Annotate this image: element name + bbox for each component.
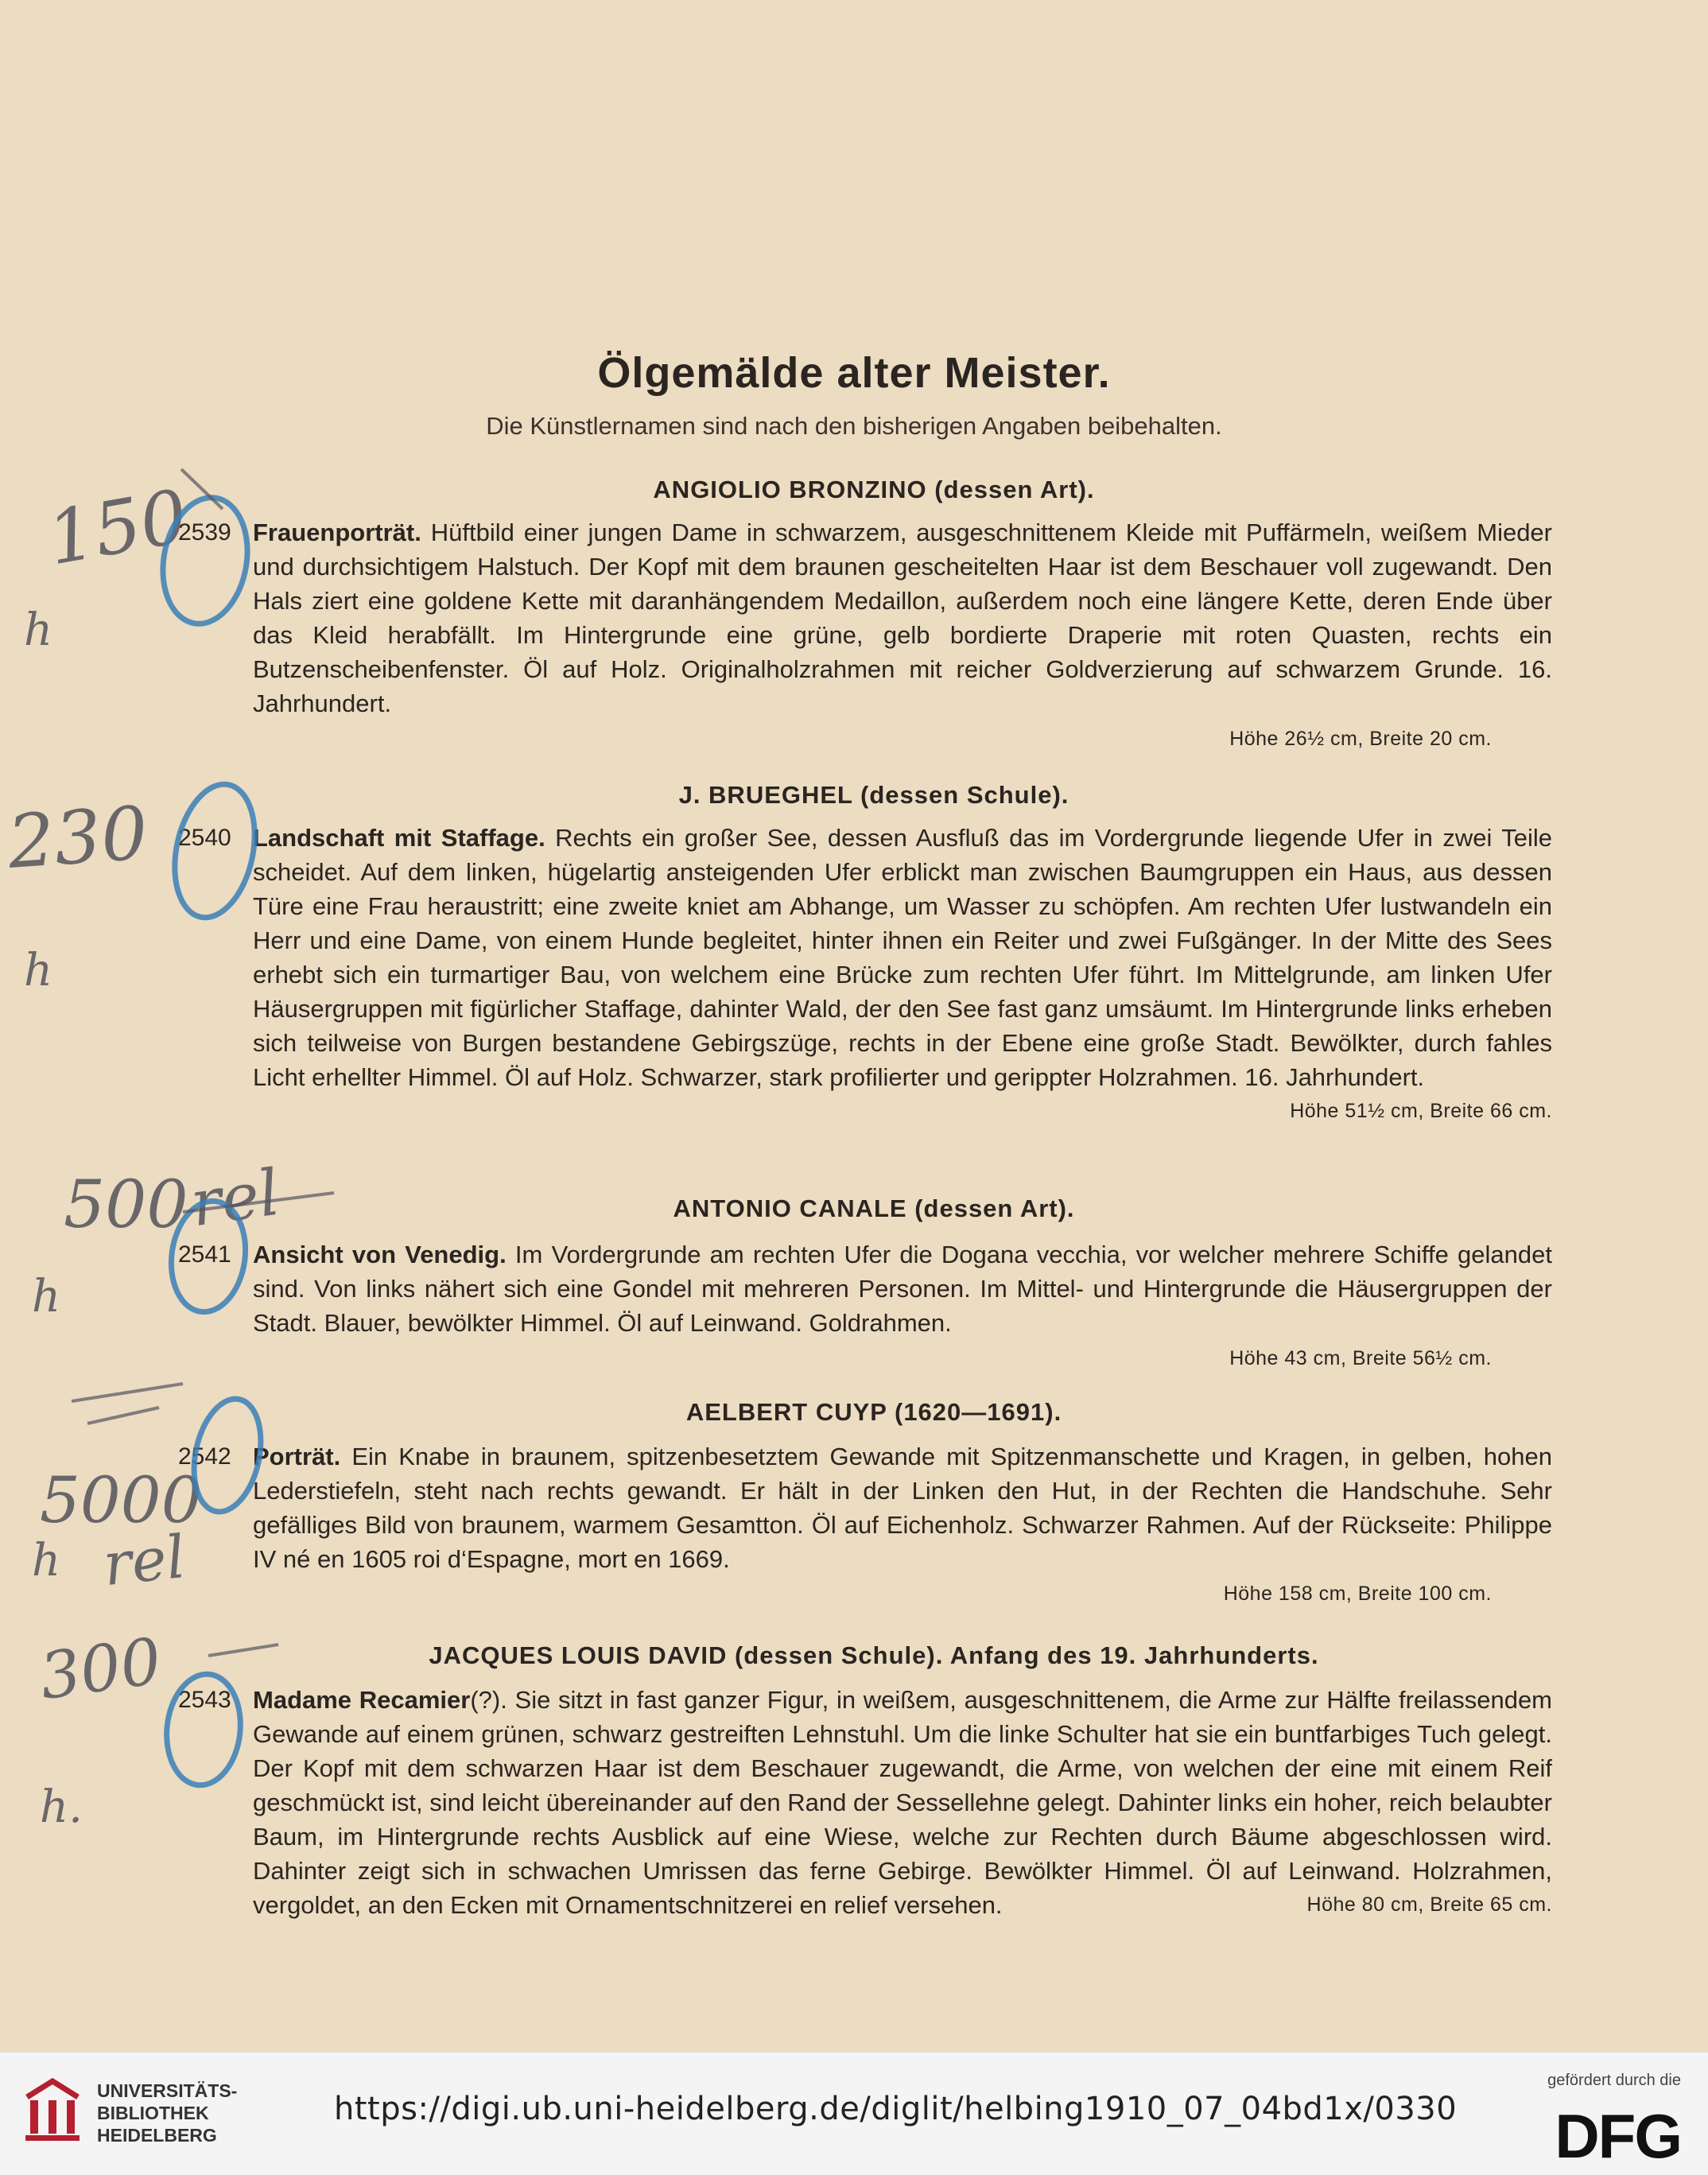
handwritten-price: 300 [35, 1623, 166, 1715]
blue-circle-mark [161, 1671, 246, 1789]
handwritten-price: 230 [5, 790, 151, 885]
dfg-logo: DFG [1555, 2101, 1681, 2171]
pencil-stroke [72, 1384, 183, 1401]
pencil-stroke [181, 469, 223, 509]
entry-title: Landschaft mit Staffage. [253, 824, 545, 852]
entry-text: Ein Knabe in braunem, spitzenbesetztem Gewande mit Spitzenmanschette und Kragen, in gelben, hohen Lederstiefeln, steht nach rechts gewandt. Er hält in der Linken den Hut, in der Rechten die Handschuhe. Sehr gefälliges Bild von braunem, warmem Gesamtton. Öl auf Eichenholz. Schwarzer Rahmen. Auf der Rückseite: Philippe IV né en 1605 roi d‘Espagne, mort en 1669. [253, 1443, 1552, 1573]
logo-line: HEIDELBERG [97, 2125, 217, 2146]
lot-number: 2541 [178, 1241, 231, 1268]
entry-title: Ansicht von Venedig. [253, 1241, 507, 1268]
lot-number: 2540 [178, 825, 231, 851]
entry-title: Madame Recamier [253, 1686, 471, 1714]
entry-dimensions: Höhe 43 cm, Breite 56½ cm. [1229, 1347, 1492, 1369]
blue-circle-mark [153, 491, 257, 631]
blue-circle-mark [163, 777, 266, 925]
entry-title: Frauenporträt. [253, 519, 421, 546]
entry-text: Rechts ein großer See, dessen Ausfluß das im Vordergrunde liegende Ufer in zwei Teile scheidet. Auf dem linken, hügelartig ansteigenden Ufer erblickt man zwischen Baumgruppen ein Haus, aus dessen Türe eine Frau heraustritt; eine zweite kniet am Abhange, um Wasser zu schöpfen. Am rechten Ufer lustwandeln ein Herr und eine Dame, von einem Hunde begleitet, hinter ihnen ein Reiter und zwei Fußgänger. In der Mitte des Sees erhebt sich ein turmartiger Bau, von welchem eine Brücke zum rechten Ufer führt. Im Mittelgrunde, am linken Ufer Häusergruppen mit figürlicher Staffage, dahinter Wald, der den See fast ganz umsäumt. Im Hintergrunde links erheben sich teilweise von Burgen bestandene Gebirgszüge, rechts in der Ebene eine große Stadt. Bewölkter, durch fahles Licht erhellter Himmel. Öl auf Holz. Schwarzer, stark profilierter und gerippter Holzrahmen. 16. Jahrhundert. [253, 824, 1552, 1091]
logo-line: UNIVERSITÄTS- [97, 2080, 238, 2101]
handwritten-note: rel [99, 1522, 189, 1600]
handwritten-price: 150 [41, 473, 194, 582]
pencil-stroke [87, 1408, 159, 1423]
entry-title: Porträt. [253, 1443, 341, 1470]
funding-note: gefördert durch die [1547, 2072, 1681, 2089]
handwritten-mark: h. [40, 1781, 83, 1833]
handwritten-mark: h [32, 1535, 61, 1587]
lot-number: 2543 [178, 1687, 231, 1713]
handwritten-mark: h [32, 1271, 61, 1322]
blue-circle-mark [165, 1196, 253, 1316]
entry-text: Im Vordergrunde am rechten Ufer die Dogana vecchia, vor welcher mehrere Schiffe gelandet sind. Von links nähert sich eine Gondel mit mehreren Personen. Im Mittel- und Hintergrunde die Häusergruppen der Stadt. Blauer, bewölkter Himmel. Öl auf Leinwand. Goldrahmen. [253, 1241, 1552, 1337]
artist-heading: AELBERT CUYP (1620—1691). [685, 1398, 1062, 1426]
entry-dimensions: Höhe 26½ cm, Breite 20 cm. [1229, 728, 1492, 750]
artist-heading: ANGIOLIO BRONZINO (dessen Art). [653, 476, 1095, 503]
entry-text: Hüftbild einer jungen Dame in schwarzem, ausgeschnittenem Kleide mit Puffärmeln, weißem Mieder und durchsichtigem Halstuch. Der Kopf mit dem braunen gescheitelten Haar ist dem Beschauer voll zugewandt. Den Hals ziert eine goldene Kette mit daranhängendem Medaillon, außerdem noch eine längere Kette, deren Ende über das Kleid herabfällt. Im Hintergrunde eine grüne, gelb bordierte Draperie mit roten Quasten, rechts ein Butzenscheibenfenster. Öl auf Holz. Originalholzrahmen mit reicher Goldverzierung auf schwarzem Grunde. 16. Jahrhundert. [253, 519, 1552, 717]
library-logo-text [97, 2080, 237, 2146]
university-library-logo-icon [19, 2073, 86, 2145]
logo-line: BIBLIOTHEK [97, 2103, 209, 2123]
blue-circle-mark [184, 1392, 270, 1517]
pencil-stroke [208, 1645, 278, 1656]
entry-title-suffix: (?). [470, 1686, 507, 1714]
entry-dimensions: Höhe 80 cm, Breite 65 cm. [1306, 1893, 1552, 1916]
entry-text: Sie sitzt in fast ganzer Figur, in weißem, ausgeschnittenem, die Arme zur Hälfte freilassendem Gewande auf einem grünen, schwarz gestreiften Lehnstuhl. Um die linke Schulter hat sie ein buntfarbiges Tuch gelegt. Der Kopf mit dem schwarzen Haar ist dem Beschauer zugewandt, die Arme, von welchen der eine mit einem Reif geschmückt ist, sind leicht übereinander auf den Rand der Sessellehne gelegt. Dahinter links ein hoher, reich belaubter Baum, im Hintergrunde rechts Ausblick auf eine Wiese, welche zur Rechten durch Bäume abgeschlossen wird. Dahinter zeigt sich in schwachen Umrissen das ferne Gebirge. Bewölkter Himmel. Öl auf Leinwand. Holzrahmen, vergoldet, an den Ecken mit Ornamentschnitzerei en relief versehen. [253, 1686, 1553, 1919]
handwritten-price: 500 [64, 1167, 188, 1243]
handwritten-note: rel [186, 1155, 285, 1241]
lot-number: 2542 [178, 1443, 231, 1470]
viewer-footer [0, 2052, 1708, 2175]
lot-number: 2539 [178, 519, 231, 546]
permalink-url[interactable]: https://digi.ub.uni-heidelberg.de/diglit/helbing1910_07_04bd1x/0330 [334, 2091, 1458, 2127]
artist-heading: JACQUES LOUIS DAVID (dessen Schule). Anfang des 19. Jahrhunderts. [429, 1641, 1319, 1669]
page-subtitle: Die Künstlernamen sind nach den bisherigen Angaben beibehalten. [486, 412, 1222, 440]
entry-dimensions: Höhe 51½ cm, Breite 66 cm. [1290, 1100, 1552, 1122]
handwritten-mark: h [24, 945, 53, 996]
artist-heading: ANTONIO CANALE (dessen Art). [673, 1194, 1075, 1222]
artist-heading: J. BRUEGHEL (dessen Schule). [678, 781, 1069, 809]
handwritten-price: 5000 [40, 1463, 202, 1537]
entry-dimensions: Höhe 158 cm, Breite 100 cm. [1223, 1583, 1492, 1605]
page-title: Ölgemälde alter Meister. [597, 349, 1111, 397]
handwritten-mark: h [24, 604, 53, 656]
